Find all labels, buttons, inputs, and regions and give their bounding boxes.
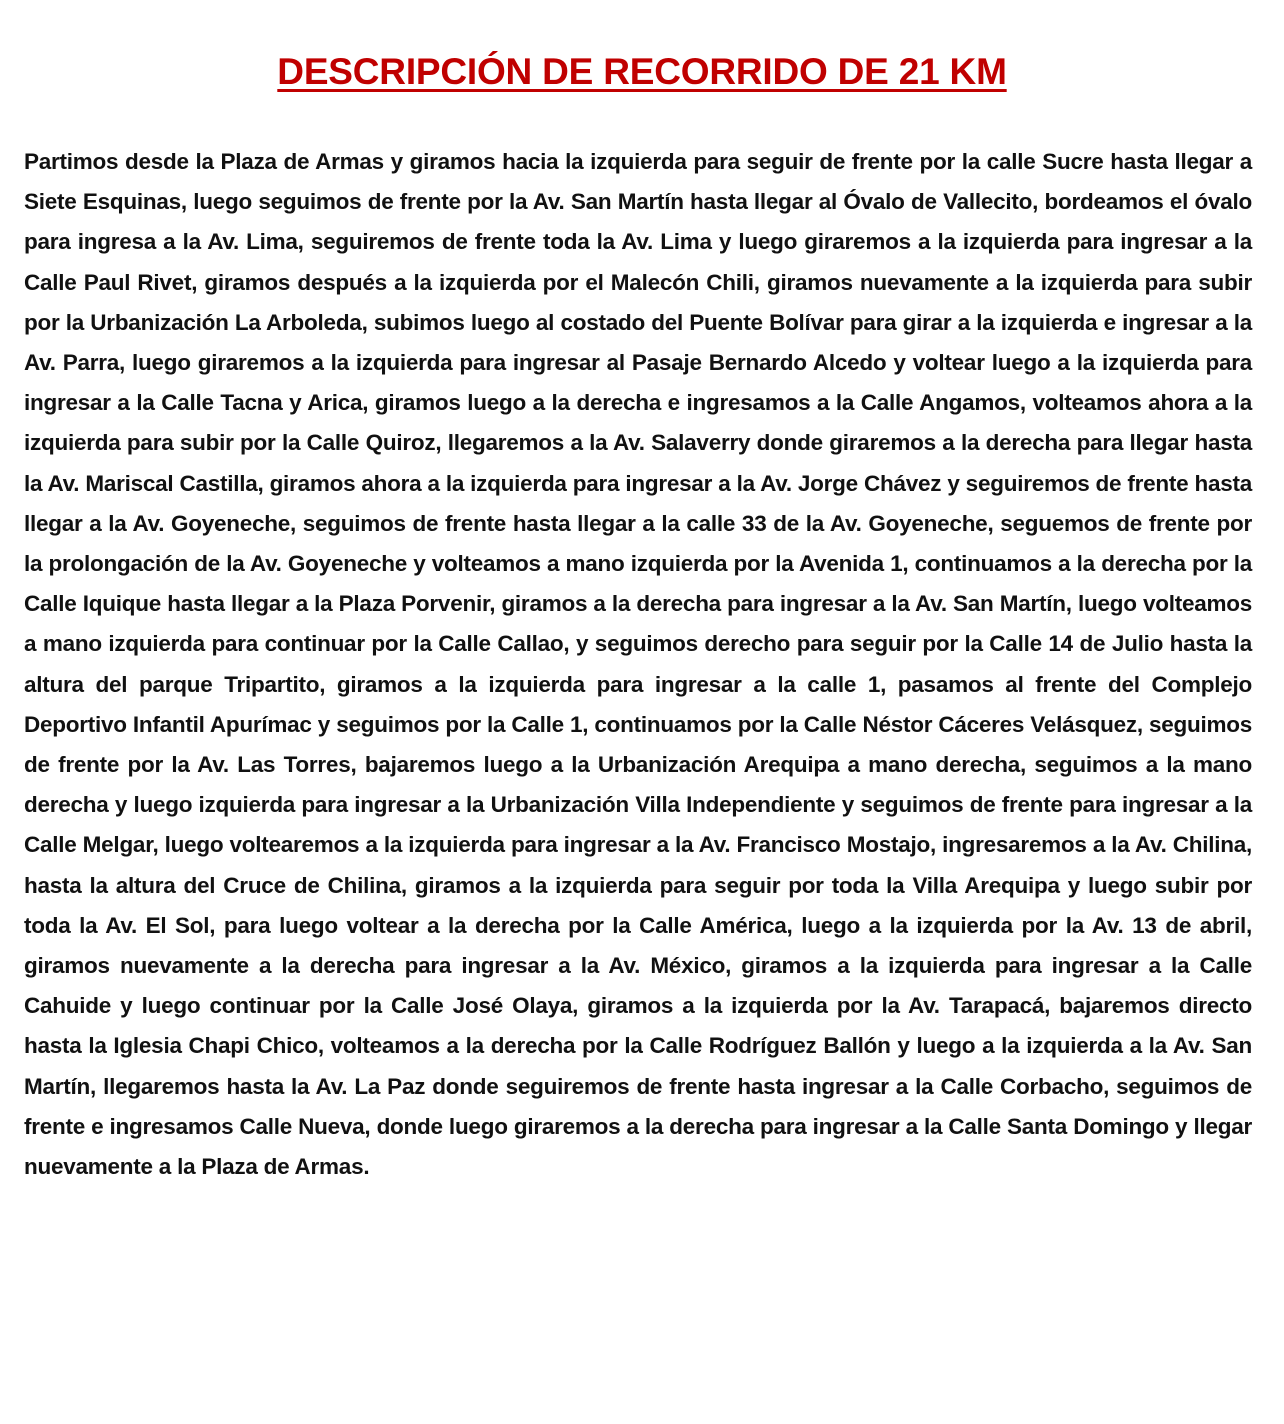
- route-description-paragraph: Partimos desde la Plaza de Armas y giramos hacia la izquierda para seguir de frente por la calle Sucre hasta llegar a Siete Esquinas, luego seguimos de frente por la Av. San Martín hasta llegar al Óvalo de Vallecito, bordeamos el óvalo para ingresa a la Av. Lima, seguiremos de frente toda la Av. Lima y luego giraremos a la izquierda para ingresar a la Calle Paul Rivet, giramos después a la izquierda por el Malecón Chili, giramos nuevamente a la izquierda para subir por la Urbanización La Arboleda, subimos luego al costado del Puente Bolívar para girar a la izquierda e ingresar a la Av. Parra, luego giraremos a la izquierda para ingresar al Pasaje Bernardo Alcedo y voltear luego a la izquierda para ingresar a la Calle Tacna y Arica, giramos luego a la derecha e ingresamos a la Calle Angamos, volteamos ahora a la izquierda para subir por la Calle Quiroz, llegaremos a la Av. Salaverry donde giraremos a la derecha para llegar hasta la Av. Mariscal Castilla, giramos ahora a la izquierda para ingresar a la Av. Jorge Chávez y seguiremos de frente hasta llegar a la Av. Goyeneche, seguimos de frente hasta llegar a la calle 33 de la Av. Goyeneche, seguemos de frente por la prolongación de la Av. Goyeneche y volteamos a mano izquierda por la Avenida 1, continuamos a la derecha por la Calle Iquique hasta llegar a la Plaza Porvenir, giramos a la derecha para ingresar a la Av. San Martín, luego volteamos a mano izquierda para continuar por la Calle Callao, y seguimos derecho para seguir por la Calle 14 de Julio hasta la altura del parque Tripartito, giramos a la izquierda para ingresar a la calle 1, pasamos al frente del Complejo Deportivo Infantil Apurímac y seguimos por la Calle 1, continuamos por la Calle Néstor Cáceres Velásquez, seguimos de frente por la Av. Las Torres, bajaremos luego a la Urbanización Arequipa a mano derecha, seguimos a la mano derecha y luego izquierda para ingresar a la Urbanización Villa Independiente y seguimos de frente para ingresar a la Calle Melgar, luego voltearemos a la izquierda para ingresar a la Av. Francisco Mostajo, ingresaremos a la Av. Chilina, hasta la altura del Cruce de Chilina, giramos a la izquierda para seguir por toda la Villa Arequipa y luego subir por toda la Av. El Sol, para luego voltear a la derecha por la Calle América, luego a la izquierda por la Av. 13 de abril, giramos nuevamente a la derecha para ingresar a la Av. México, giramos a la izquierda para ingresar a la Calle Cahuide y luego continuar por la Calle José Olaya, giramos a la izquierda por la Av. Tarapacá, bajaremos directo hasta la Iglesia Chapi Chico, volteamos a la derecha por la Calle Rodríguez Ballón y luego a la izquierda a la Av. San Martín, llegaremos hasta la Av. La Paz donde seguiremos de frente hasta ingresar a la Calle Corbacho, seguimos de frente e ingresamos Calle Nueva, donde luego giraremos a la derecha para ingresar a la Calle Santa Domingo y llegar nuevamente a la Plaza de Armas.: [24, 149, 1252, 1180]
- document-title: DESCRIPCIÓN DE RECORRIDO DE 21 KM: [277, 50, 1007, 92]
